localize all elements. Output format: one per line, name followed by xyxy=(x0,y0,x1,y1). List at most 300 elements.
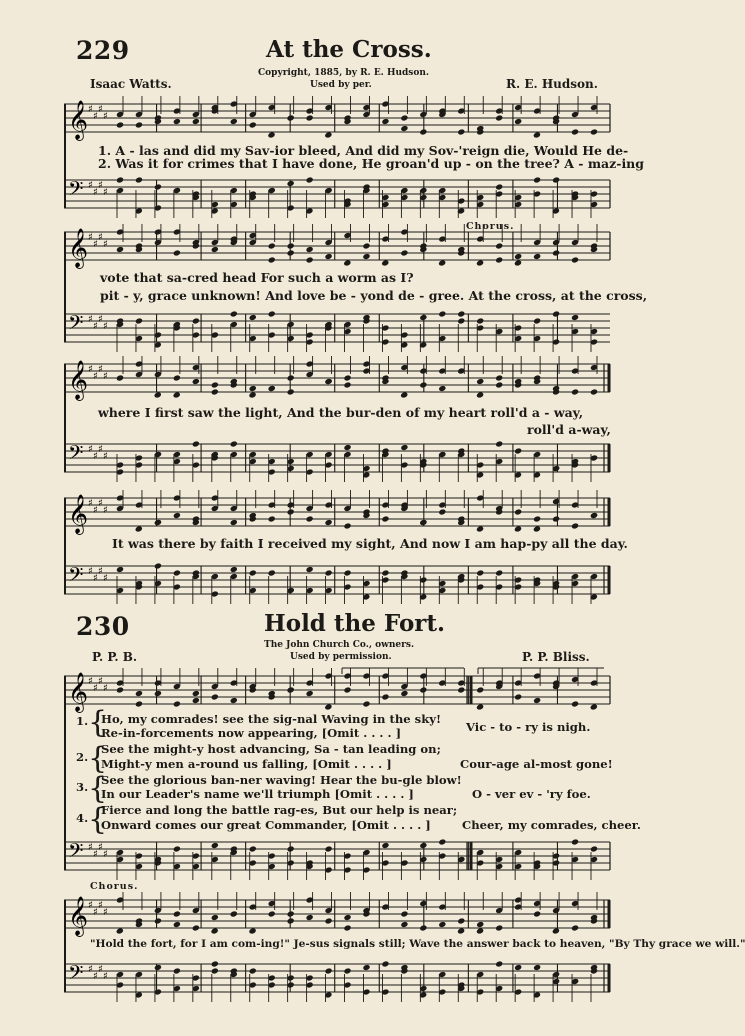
note-head xyxy=(249,845,257,852)
note-head xyxy=(249,121,257,128)
note-head xyxy=(306,114,314,121)
note-head xyxy=(438,260,446,267)
note-head xyxy=(173,910,181,917)
treble-staff xyxy=(64,232,610,260)
note-head xyxy=(457,686,465,693)
sharp-icon: ♯ xyxy=(98,232,103,243)
sharp-icon: ♯ xyxy=(103,971,108,982)
note-head xyxy=(116,686,124,693)
note-head xyxy=(419,314,427,321)
note-head xyxy=(571,700,579,707)
note-head xyxy=(476,392,484,399)
note-head xyxy=(419,686,427,693)
note-head xyxy=(476,526,484,533)
sharp-icon: ♯ xyxy=(98,498,103,509)
note-head xyxy=(230,910,238,917)
verse-number: 2. xyxy=(76,750,89,764)
verse-line: Ho, my comrades! see the sig-nal Waving in the sky! xyxy=(101,712,442,726)
treble-staff xyxy=(64,900,610,928)
note-head xyxy=(116,374,124,381)
chorus-lyric-line: "Hold the fort, for I am com-ing!" Je-sus signals still; Wave the answer back to heaven, "By Thy grace we will." xyxy=(90,938,745,950)
note-head xyxy=(343,967,351,974)
note-head xyxy=(192,924,200,931)
note-head xyxy=(192,378,200,385)
sharp-icon: ♯ xyxy=(103,907,108,918)
note-head xyxy=(154,562,162,569)
note-head xyxy=(192,690,200,697)
sharp-icon: ♯ xyxy=(88,314,93,325)
verse-line: See the glorious ban-ner waving! Hear the bu-gle blow! xyxy=(101,773,462,787)
sharp-icon: ♯ xyxy=(88,900,93,911)
lyric-line: 1. A - las and did my Sav-ior bleed, And did my Sov-'reign die, Would He de- xyxy=(98,143,629,158)
sharp-icon: ♯ xyxy=(103,573,108,584)
sharp-icon: ♯ xyxy=(93,907,98,918)
bass-clef-icon: 𝄢 xyxy=(68,563,84,591)
chorus-label: Chorus. xyxy=(466,221,515,232)
bass-staff xyxy=(64,314,610,342)
bass-staff xyxy=(64,566,610,594)
note-head xyxy=(533,132,541,139)
note-head xyxy=(476,317,484,324)
note-head xyxy=(173,374,181,381)
note-head xyxy=(268,310,276,317)
note-head xyxy=(230,440,238,447)
verse-brace: { xyxy=(88,771,108,806)
lyric-line: pit - y, grace unknown! And love be - yond de - gree. At the cross, at the cross, xyxy=(100,288,648,303)
note-head xyxy=(495,242,503,249)
sharp-icon: ♯ xyxy=(103,505,108,516)
note-head xyxy=(419,381,427,388)
treble-staff xyxy=(64,498,610,526)
note-head xyxy=(571,838,579,845)
note-head xyxy=(287,374,295,381)
note-head xyxy=(419,924,427,931)
note-head xyxy=(287,910,295,917)
sharp-icon: ♯ xyxy=(88,104,93,115)
note-head xyxy=(306,176,314,183)
note-head xyxy=(173,512,181,519)
note-head xyxy=(457,928,465,935)
note-head xyxy=(135,690,143,697)
note-head xyxy=(552,928,560,935)
music-system-6 xyxy=(64,890,612,1010)
verse-number: 1. xyxy=(76,714,89,728)
sharp-icon: ♯ xyxy=(93,187,98,198)
note-head xyxy=(533,964,541,971)
note-head xyxy=(419,842,427,849)
note-head xyxy=(249,314,257,321)
note-head xyxy=(268,242,276,249)
note-head xyxy=(173,921,181,928)
note-head xyxy=(571,388,579,395)
note-head xyxy=(419,128,427,135)
note-head xyxy=(230,118,238,125)
note-head xyxy=(211,842,219,849)
note-head xyxy=(287,114,295,121)
note-head xyxy=(533,910,541,917)
note-head xyxy=(211,693,219,700)
note-head xyxy=(287,242,295,249)
note-head xyxy=(514,253,522,260)
sharp-icon: ♯ xyxy=(103,111,108,122)
note-head xyxy=(476,260,484,267)
note-head xyxy=(116,928,124,935)
sharp-icon: ♯ xyxy=(98,900,103,911)
note-head xyxy=(268,515,276,522)
note-head xyxy=(324,704,332,711)
note-head xyxy=(533,526,541,533)
note-head xyxy=(343,522,351,529)
lyric-line: vote that sa-cred head For such a worm as I? xyxy=(100,270,414,285)
note-head xyxy=(400,392,408,399)
note-head xyxy=(154,917,162,924)
note-head xyxy=(248,928,256,935)
hymn-number: 230 xyxy=(76,612,130,641)
note-head xyxy=(495,256,503,263)
sharp-icon: ♯ xyxy=(98,444,103,455)
permission-notice: Used by per. xyxy=(310,80,372,90)
note-head xyxy=(343,444,351,451)
treble-staff xyxy=(64,676,610,704)
permission-notice: Used by permission. xyxy=(290,652,392,662)
sharp-icon: ♯ xyxy=(93,505,98,516)
hymn-title: Hold the Fort. xyxy=(264,610,446,637)
note-head xyxy=(476,928,484,935)
note-head xyxy=(514,693,522,700)
sharp-icon: ♯ xyxy=(103,187,108,198)
verse-line: Fierce and long the battle rag-es, But our help is near; xyxy=(101,803,458,817)
sharp-icon: ♯ xyxy=(103,451,108,462)
note-head xyxy=(400,249,408,256)
note-head xyxy=(476,686,484,693)
note-head xyxy=(552,249,560,256)
treble-clef-icon: 𝄞 xyxy=(68,228,89,268)
treble-clef-icon: 𝄞 xyxy=(68,896,89,936)
note-head xyxy=(571,314,579,321)
note-head xyxy=(154,690,162,697)
note-head xyxy=(287,686,295,693)
sharp-icon: ♯ xyxy=(103,321,108,332)
sharp-icon: ♯ xyxy=(103,239,108,250)
note-head xyxy=(552,515,560,522)
note-head xyxy=(590,128,598,135)
note-head xyxy=(287,249,295,256)
note-head xyxy=(495,569,503,576)
sharp-icon: ♯ xyxy=(103,371,108,382)
note-head xyxy=(249,385,257,392)
note-head xyxy=(230,566,238,573)
note-head xyxy=(306,256,314,263)
note-head xyxy=(325,845,333,852)
note-head xyxy=(571,924,579,931)
verse-ending: O - ver ev - 'ry foe. xyxy=(472,787,591,801)
note-head xyxy=(590,512,598,519)
note-head xyxy=(362,253,370,260)
sharp-icon: ♯ xyxy=(98,364,103,375)
note-head xyxy=(457,310,465,317)
note-head xyxy=(325,519,333,526)
note-head xyxy=(476,378,484,385)
verse-line: Might-y men a-round us falling, [Omit . . . . ] xyxy=(101,757,392,771)
sharp-icon: ♯ xyxy=(93,111,98,122)
bass-staff xyxy=(64,180,610,208)
note-head xyxy=(381,569,389,576)
music-system-5 xyxy=(64,666,612,876)
note-head xyxy=(135,700,143,707)
bass-clef-icon: 𝄢 xyxy=(68,961,84,989)
note-head xyxy=(400,921,408,928)
note-head xyxy=(135,121,143,128)
note-head xyxy=(514,260,522,267)
lyric-line: It was there by faith I received my sight, And now I am hap-py all the day. xyxy=(112,536,628,551)
sharp-icon: ♯ xyxy=(93,971,98,982)
note-head xyxy=(400,125,408,132)
note-head xyxy=(324,132,332,139)
note-head xyxy=(306,566,314,573)
note-head xyxy=(533,317,541,324)
note-head xyxy=(438,385,446,392)
bass-staff xyxy=(64,444,610,472)
note-head xyxy=(249,569,257,576)
lyricist-credit: Isaac Watts. xyxy=(90,77,172,91)
sharp-icon: ♯ xyxy=(88,842,93,853)
lyric-line: 2. Was it for crimes that I have done, He groan'd up - on the tree? A - maz-ing xyxy=(98,156,645,171)
treble-clef-icon: 𝄞 xyxy=(68,494,89,534)
verse-line: Onward comes our great Commander, [Omit . . . . ] xyxy=(101,818,431,832)
verse-ending: Cour-age al-most gone! xyxy=(460,757,613,771)
note-head xyxy=(381,118,389,125)
note-head xyxy=(267,132,275,139)
note-head xyxy=(287,508,295,515)
sharp-icon: ♯ xyxy=(93,371,98,382)
note-head xyxy=(457,917,465,924)
note-head xyxy=(438,921,446,928)
treble-staff xyxy=(64,104,610,132)
sharp-icon: ♯ xyxy=(88,566,93,577)
lyric-line: roll'd a-way, xyxy=(527,422,611,437)
note-head xyxy=(173,118,181,125)
note-head xyxy=(268,385,276,392)
note-head xyxy=(343,374,351,381)
sharp-icon: ♯ xyxy=(98,314,103,325)
note-head xyxy=(306,914,314,921)
note-head xyxy=(495,183,503,190)
note-head xyxy=(230,697,238,704)
composer-credit: R. E. Hudson. xyxy=(506,77,598,91)
composer-credit: P. P. Bliss. xyxy=(522,650,590,664)
note-head xyxy=(325,253,333,260)
verse-ending: Vic - to - ry is nigh. xyxy=(466,720,591,734)
note-head xyxy=(192,317,200,324)
treble-clef-icon: 𝄞 xyxy=(68,672,89,712)
note-head xyxy=(306,515,314,522)
note-head xyxy=(533,176,541,183)
sharp-icon: ♯ xyxy=(88,180,93,191)
lyric-line: where I first saw the light, And the bur-den of my heart roll'd a - way, xyxy=(98,405,584,420)
lyricist-credit: P. P. B. xyxy=(92,650,138,664)
note-head xyxy=(381,842,389,849)
note-head xyxy=(287,845,295,852)
owners-notice: The John Church Co., owners. xyxy=(264,640,415,650)
note-head xyxy=(211,960,219,967)
note-head xyxy=(211,928,219,935)
sharp-icon: ♯ xyxy=(88,498,93,509)
note-head xyxy=(400,910,408,917)
chorus-label: Chorus. xyxy=(90,881,139,892)
note-head xyxy=(343,914,351,921)
note-head xyxy=(457,128,465,135)
note-head xyxy=(571,256,579,263)
note-head xyxy=(343,686,351,693)
note-head xyxy=(306,690,314,697)
note-head xyxy=(495,381,503,388)
sharp-icon: ♯ xyxy=(98,180,103,191)
sharp-icon: ♯ xyxy=(93,321,98,332)
sharp-icon: ♯ xyxy=(93,239,98,250)
sharp-icon: ♯ xyxy=(88,444,93,455)
note-head xyxy=(173,700,181,707)
note-head xyxy=(400,444,408,451)
note-head xyxy=(590,845,598,852)
note-head xyxy=(476,704,484,711)
sharp-icon: ♯ xyxy=(88,964,93,975)
note-head xyxy=(287,180,295,187)
verse-line: Re-in-forcements now appearing, [Omit . . . . ] xyxy=(101,726,402,740)
note-head xyxy=(343,924,351,931)
note-head xyxy=(192,697,200,704)
note-head xyxy=(495,374,503,381)
note-head xyxy=(325,378,333,385)
note-head xyxy=(514,447,522,454)
note-head xyxy=(381,260,389,267)
note-head xyxy=(249,967,257,974)
bass-clef-icon: 𝄢 xyxy=(68,839,84,867)
note-head xyxy=(192,440,200,447)
note-head xyxy=(154,392,162,399)
verse-brace: { xyxy=(88,741,108,776)
treble-clef-icon: 𝄞 xyxy=(68,100,89,140)
note-head xyxy=(362,242,370,249)
sharp-icon: ♯ xyxy=(98,566,103,577)
note-head xyxy=(230,310,238,317)
note-head xyxy=(552,310,560,317)
note-head xyxy=(533,697,541,704)
note-head xyxy=(343,260,351,267)
note-head xyxy=(362,700,370,707)
note-head xyxy=(135,317,143,324)
note-head xyxy=(476,921,484,928)
note-head xyxy=(381,515,389,522)
note-head xyxy=(135,176,143,183)
sharp-icon: ♯ xyxy=(88,676,93,687)
sharp-icon: ♯ xyxy=(93,451,98,462)
verse-brace: { xyxy=(88,802,108,837)
note-head xyxy=(116,246,124,253)
note-head xyxy=(362,964,370,971)
sharp-icon: ♯ xyxy=(93,849,98,860)
note-head xyxy=(306,246,314,253)
verse-ending: Cheer, my comrades, cheer. xyxy=(462,818,641,832)
verse-line: In our Leader's name we'll triumph [Omit . . . . ] xyxy=(101,787,414,801)
copyright-notice: Copyright, 1885, by R. E. Hudson. xyxy=(258,68,430,78)
verse-number: 3. xyxy=(76,780,89,794)
note-head xyxy=(495,960,503,967)
note-head xyxy=(154,183,162,190)
note-head xyxy=(154,519,162,526)
sharp-icon: ♯ xyxy=(103,683,108,694)
note-head xyxy=(419,519,427,526)
hymn-title: At the Cross. xyxy=(266,36,432,63)
note-head xyxy=(173,569,181,576)
note-head xyxy=(552,176,560,183)
note-head xyxy=(381,960,389,967)
note-head xyxy=(325,967,333,974)
note-head xyxy=(400,114,408,121)
note-head xyxy=(438,508,446,515)
bass-clef-icon: 𝄢 xyxy=(68,441,84,469)
note-head xyxy=(514,118,522,125)
note-head xyxy=(287,388,295,395)
note-head xyxy=(514,526,522,533)
bass-clef-icon: 𝄢 xyxy=(68,177,84,205)
bass-staff xyxy=(64,842,610,870)
note-head xyxy=(116,121,124,128)
note-head xyxy=(325,569,333,576)
note-head xyxy=(211,967,219,974)
note-head xyxy=(514,508,522,515)
treble-clef-icon: 𝄞 xyxy=(68,360,89,400)
note-head xyxy=(211,388,219,395)
note-head xyxy=(343,569,351,576)
note-head xyxy=(495,440,503,447)
note-head xyxy=(495,924,503,931)
sharp-icon: ♯ xyxy=(88,232,93,243)
sharp-icon: ♯ xyxy=(98,964,103,975)
note-head xyxy=(438,838,446,845)
sharp-icon: ♯ xyxy=(103,849,108,860)
note-head xyxy=(590,704,598,711)
verse-brace: { xyxy=(88,705,108,740)
note-head xyxy=(211,914,219,921)
note-head xyxy=(287,917,295,924)
note-head xyxy=(173,392,181,399)
note-head xyxy=(438,310,446,317)
note-head xyxy=(457,317,465,324)
note-head xyxy=(211,246,219,253)
note-head xyxy=(495,114,503,121)
note-head xyxy=(211,381,219,388)
note-head xyxy=(325,917,333,924)
hymn-number: 229 xyxy=(76,36,130,65)
note-head xyxy=(343,381,351,388)
treble-staff xyxy=(64,364,610,392)
note-head xyxy=(135,526,143,533)
note-head xyxy=(571,522,579,529)
note-head xyxy=(514,964,522,971)
sharp-icon: ♯ xyxy=(93,573,98,584)
note-head xyxy=(116,176,124,183)
verse-number: 4. xyxy=(76,811,89,825)
note-head xyxy=(571,128,579,135)
note-head xyxy=(268,910,276,917)
bass-staff xyxy=(64,964,610,992)
sharp-icon: ♯ xyxy=(98,842,103,853)
verse-line: See the might-y host advancing, Sa - tan leading on; xyxy=(101,742,441,756)
sharp-icon: ♯ xyxy=(88,364,93,375)
note-head xyxy=(476,569,484,576)
note-head xyxy=(154,964,162,971)
note-head xyxy=(533,253,541,260)
